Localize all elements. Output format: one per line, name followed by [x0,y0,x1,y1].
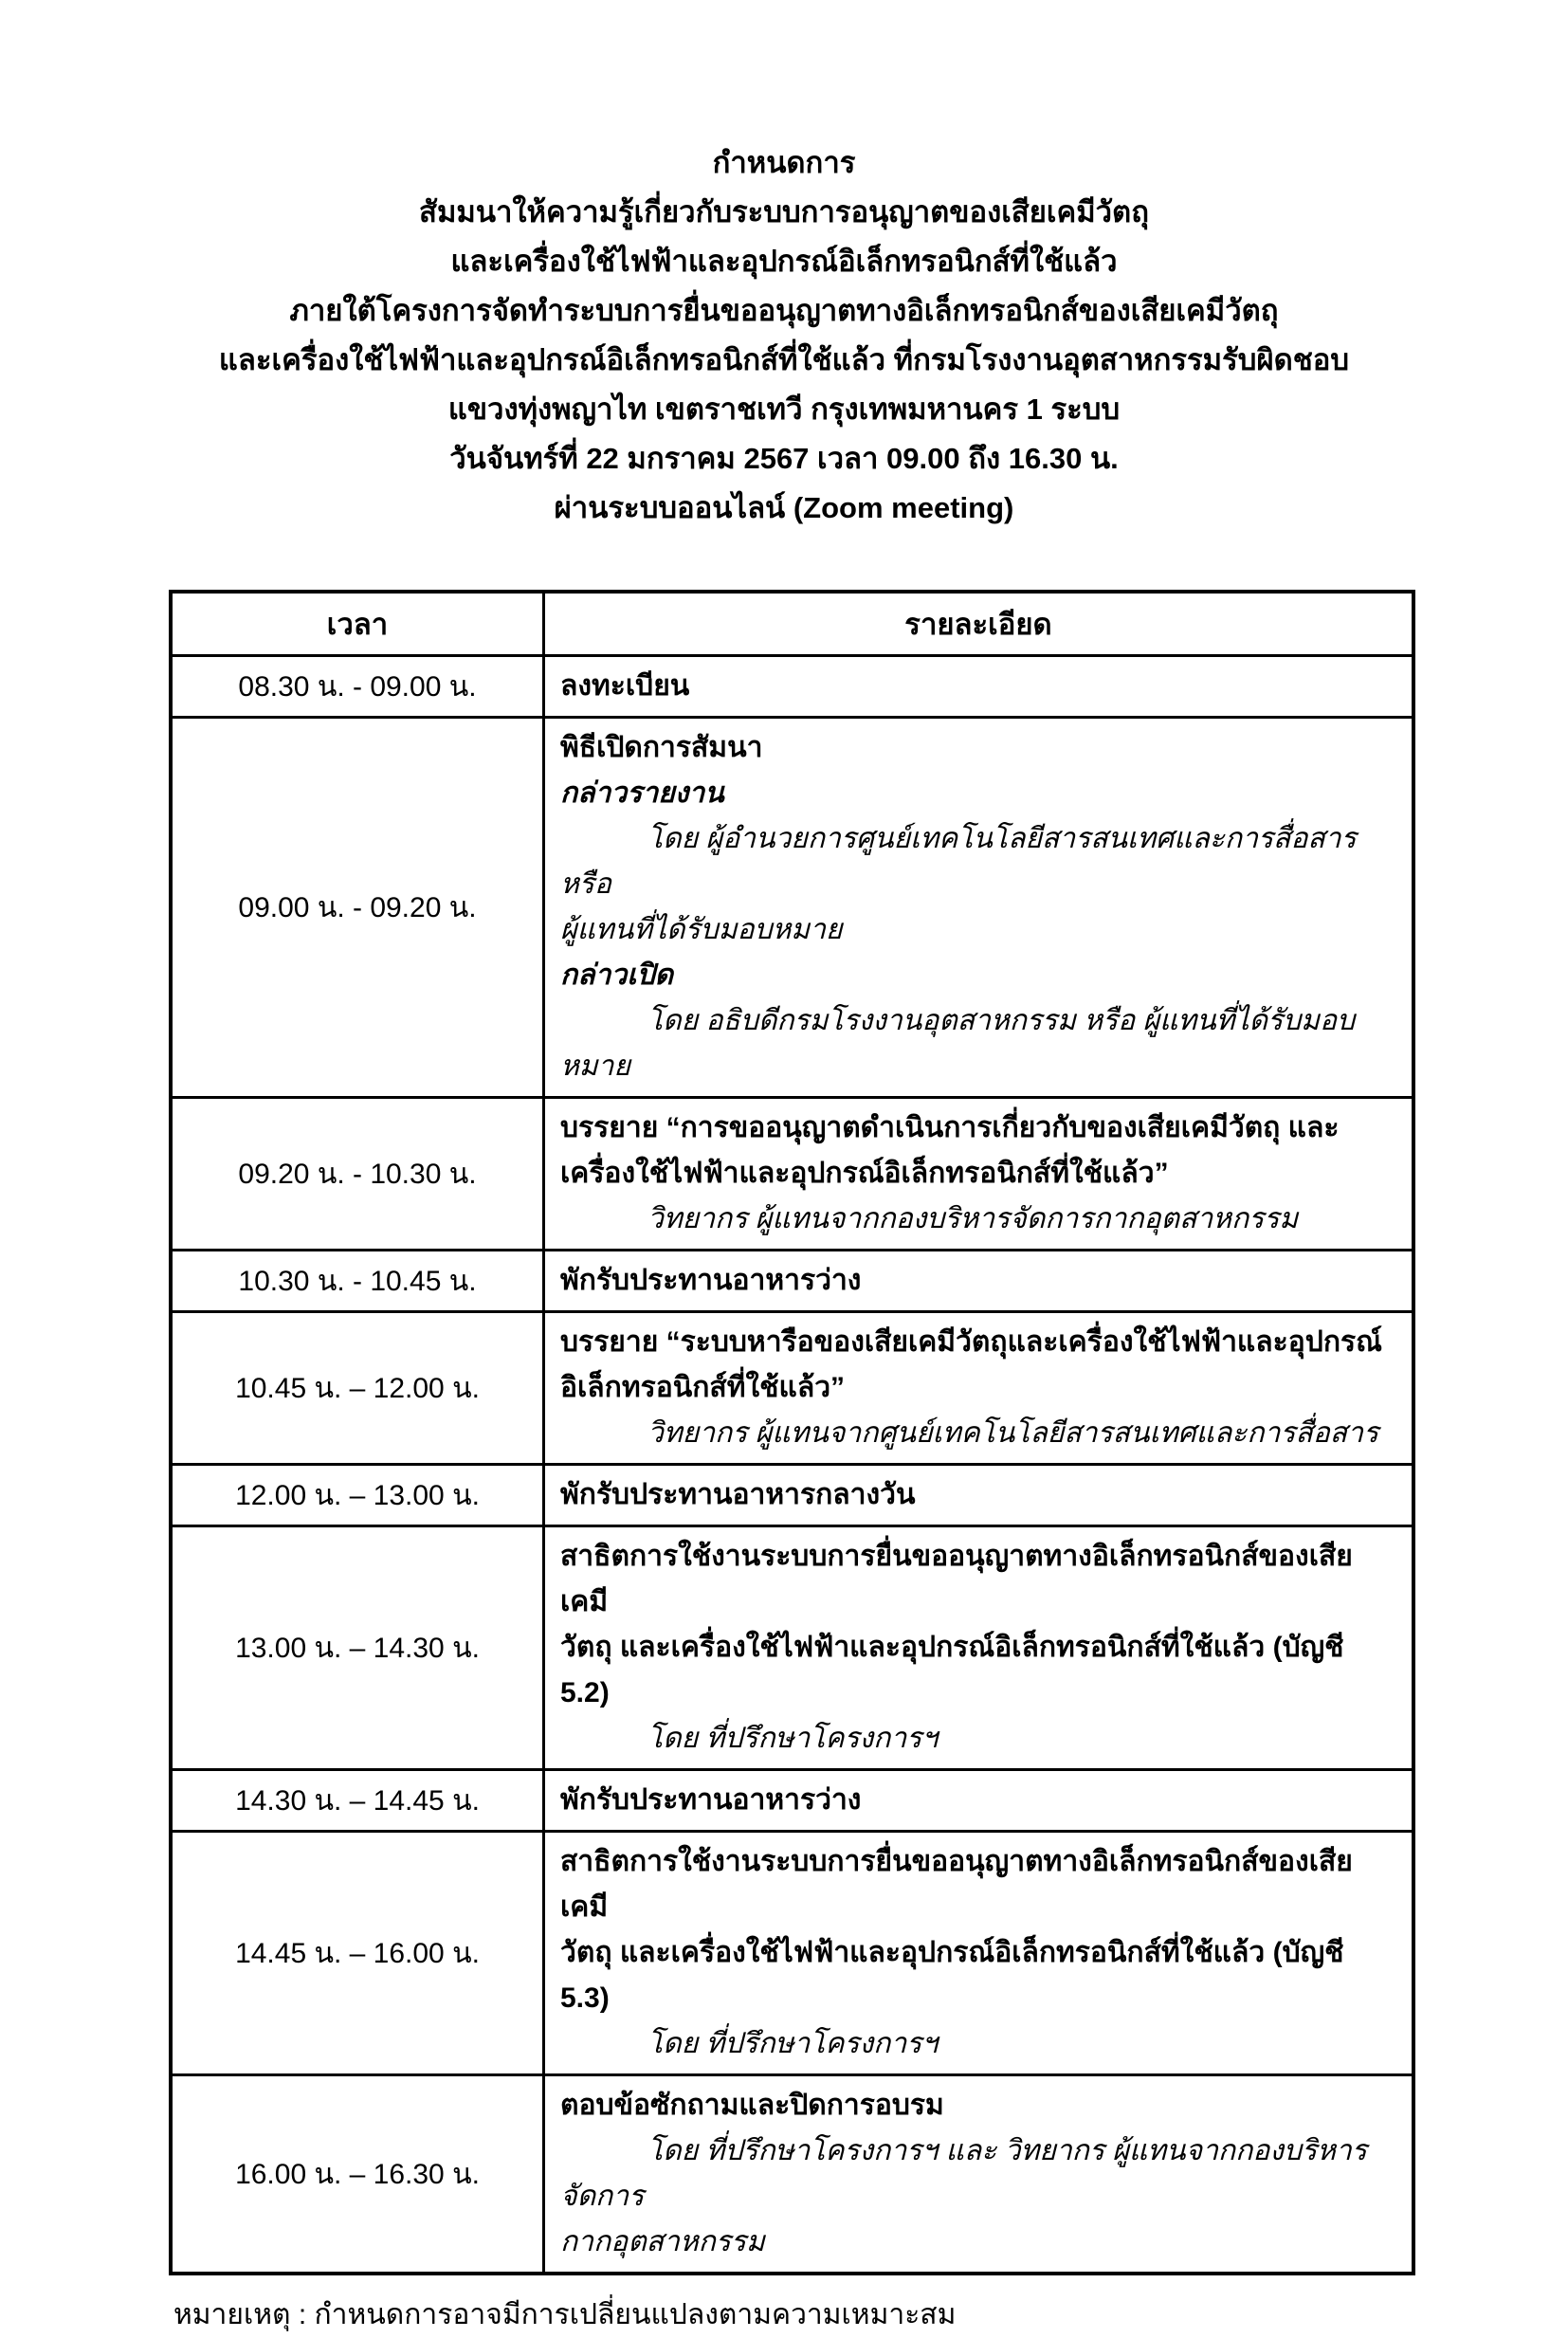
agenda-row [171,1465,1413,1526]
detail-line: พักรับประทานอาหารว่าง [560,1265,862,1296]
time-cell: 10.30 น. - 10.45 น. [171,1251,544,1312]
detail-cell [544,656,1414,718]
detail-column-header: รายละเอียด [544,592,1414,656]
time-cell: 10.45 น. – 12.00 น. [171,1312,544,1465]
title-line: ภายใต้โครงการจัดทำระบบการยื่นขออนุญาตทางอิเล็กทรอนิกส์ของเสียเคมีวัตถุ [289,294,1279,327]
agenda-row [171,1312,1413,1465]
time-cell: 09.20 น. - 10.30 น. [171,1098,544,1251]
time-cell: 12.00 น. – 13.00 น. [171,1465,544,1526]
detail-line: กล่าวเปิด [560,959,674,991]
detail-line: วัตถุ และเครื่องใช้ไฟฟ้าและอุปกรณ์อิเล็กทรอนิกส์ที่ใช้แล้ว (บัญชี 5.3) [560,1937,1344,2014]
detail-cell [544,1832,1414,2075]
title-line: วันจันทร์ที่ 22 มกราคม 2567 เวลา 09.00 ถึง 16.30 น. [449,442,1119,475]
detail-cell [544,1098,1414,1251]
agenda-row [171,718,1413,1098]
agenda-row [171,1832,1413,2075]
detail-line: พักรับประทานอาหารว่าง [560,1784,862,1816]
detail-line: โดย ที่ปรึกษาโครงการฯ [647,1723,939,1754]
detail-line: โดย ที่ปรึกษาโครงการฯ [647,2028,939,2059]
detail-cell [544,1312,1414,1465]
detail-line: เครื่องใช้ไฟฟ้าและอุปกรณ์อิเล็กทรอนิกส์ที่ใช้แล้ว” [560,1158,1169,1189]
agenda-table [169,590,1415,2275]
detail-line: วัตถุ และเครื่องใช้ไฟฟ้าและอุปกรณ์อิเล็กทรอนิกส์ที่ใช้แล้ว (บัญชี 5.2) [560,1632,1344,1708]
title-line: สัมมนาให้ความรู้เกี่ยวกับระบบการอนุญาตของเสียเคมีวัตถุ [419,195,1149,228]
time-column-header: เวลา [171,592,544,656]
time-cell: 13.00 น. – 14.30 น. [171,1526,544,1770]
agenda-row [171,1770,1413,1832]
title-line: ผ่านระบบออนไลน์ (Zoom meeting) [554,491,1014,524]
detail-line: กากอุตสาหกรรม [560,2226,765,2257]
table-header-row [171,592,1413,656]
detail-line: วิทยากร ผู้แทนจากศูนย์เทคโนโลยีสารสนเทศและการสื่อสาร [647,1417,1379,1449]
detail-line: โดย อธิบดีกรมโรงงานอุตสาหกรรม หรือ ผู้แทนที่ได้รับมอบหมาย [560,1005,1356,1082]
detail-line: บรรยาย “การขออนุญาตดำเนินการเกี่ยวกับของเสียเคมีวัตถุ และ [560,1112,1340,1143]
time-cell: 08.30 น. - 09.00 น. [171,656,544,718]
title-line: และเครื่องใช้ไฟฟ้าและอุปกรณ์อิเล็กทรอนิกส์ที่ใช้แล้ว ที่กรมโรงงานอุตสาหกรรมรับผิดชอบ [218,343,1350,376]
detail-line: โดย ที่ปรึกษาโครงการฯ และ วิทยากร ผู้แทนจากกองบริหารจัดการ [560,2135,1367,2212]
title-line: แขวงทุ่งพญาไท เขตราชเทวี กรุงเทพมหานคร 1 ระบบ [447,393,1121,426]
detail-line: วิทยากร ผู้แทนจากกองบริหารจัดการกากอุตสาหกรรม [647,1203,1299,1234]
detail-line: สาธิตการใช้งานระบบการยื่นขออนุญาตทางอิเล็กทรอนิกส์ของเสียเคมี [560,1846,1353,1923]
detail-cell [544,1251,1414,1312]
detail-line: ตอบข้อซักถามและปิดการอบรม [560,2090,944,2121]
detail-cell [544,1465,1414,1526]
detail-cell [544,718,1414,1098]
detail-line: ลงทะเบียน [560,670,690,702]
time-cell: 09.00 น. - 09.20 น. [171,718,544,1098]
agenda-row [171,1098,1413,1251]
detail-line: โดย ผู้อำนวยการศูนย์เทคโนโลยีสารสนเทศและการสื่อสาร หรือ [560,823,1357,900]
detail-line: พักรับประทานอาหารกลางวัน [560,1479,916,1510]
time-cell: 14.30 น. – 14.45 น. [171,1770,544,1832]
detail-line: พิธีเปิดการสัมนา [560,732,763,763]
time-cell: 14.45 น. – 16.00 น. [171,1832,544,2075]
document-title-block [0,0,1568,533]
detail-line: บรรยาย “ระบบหารือของเสียเคมีวัตถุและเครื่องใช้ไฟฟ้าและอุปกรณ์ [560,1326,1382,1358]
title-line: และเครื่องใช้ไฟฟ้าและอุปกรณ์อิเล็กทรอนิกส์ที่ใช้แล้ว [450,245,1118,278]
detail-line: อิเล็กทรอนิกส์ที่ใช้แล้ว” [560,1372,846,1403]
agenda-row [171,1251,1413,1312]
detail-cell [544,2075,1414,2274]
detail-cell [544,1770,1414,1832]
detail-line: ผู้แทนที่ได้รับมอบหมาย [560,914,843,945]
detail-line: สาธิตการใช้งานระบบการยื่นขออนุญาตทางอิเล็กทรอนิกส์ของเสียเคมี [560,1541,1353,1617]
detail-line: กล่าวรายงาน [560,777,724,809]
agenda-row [171,2075,1413,2274]
agenda-row [171,1526,1413,1770]
detail-cell [544,1526,1414,1770]
agenda-row [171,656,1413,718]
title-line: กำหนดการ [712,146,856,179]
time-cell: 16.00 น. – 16.30 น. [171,2075,544,2274]
footnote: หมายเหตุ : กำหนดการอาจมีการเปลี่ยนแปลงตามความเหมาะสม [173,2299,957,2330]
